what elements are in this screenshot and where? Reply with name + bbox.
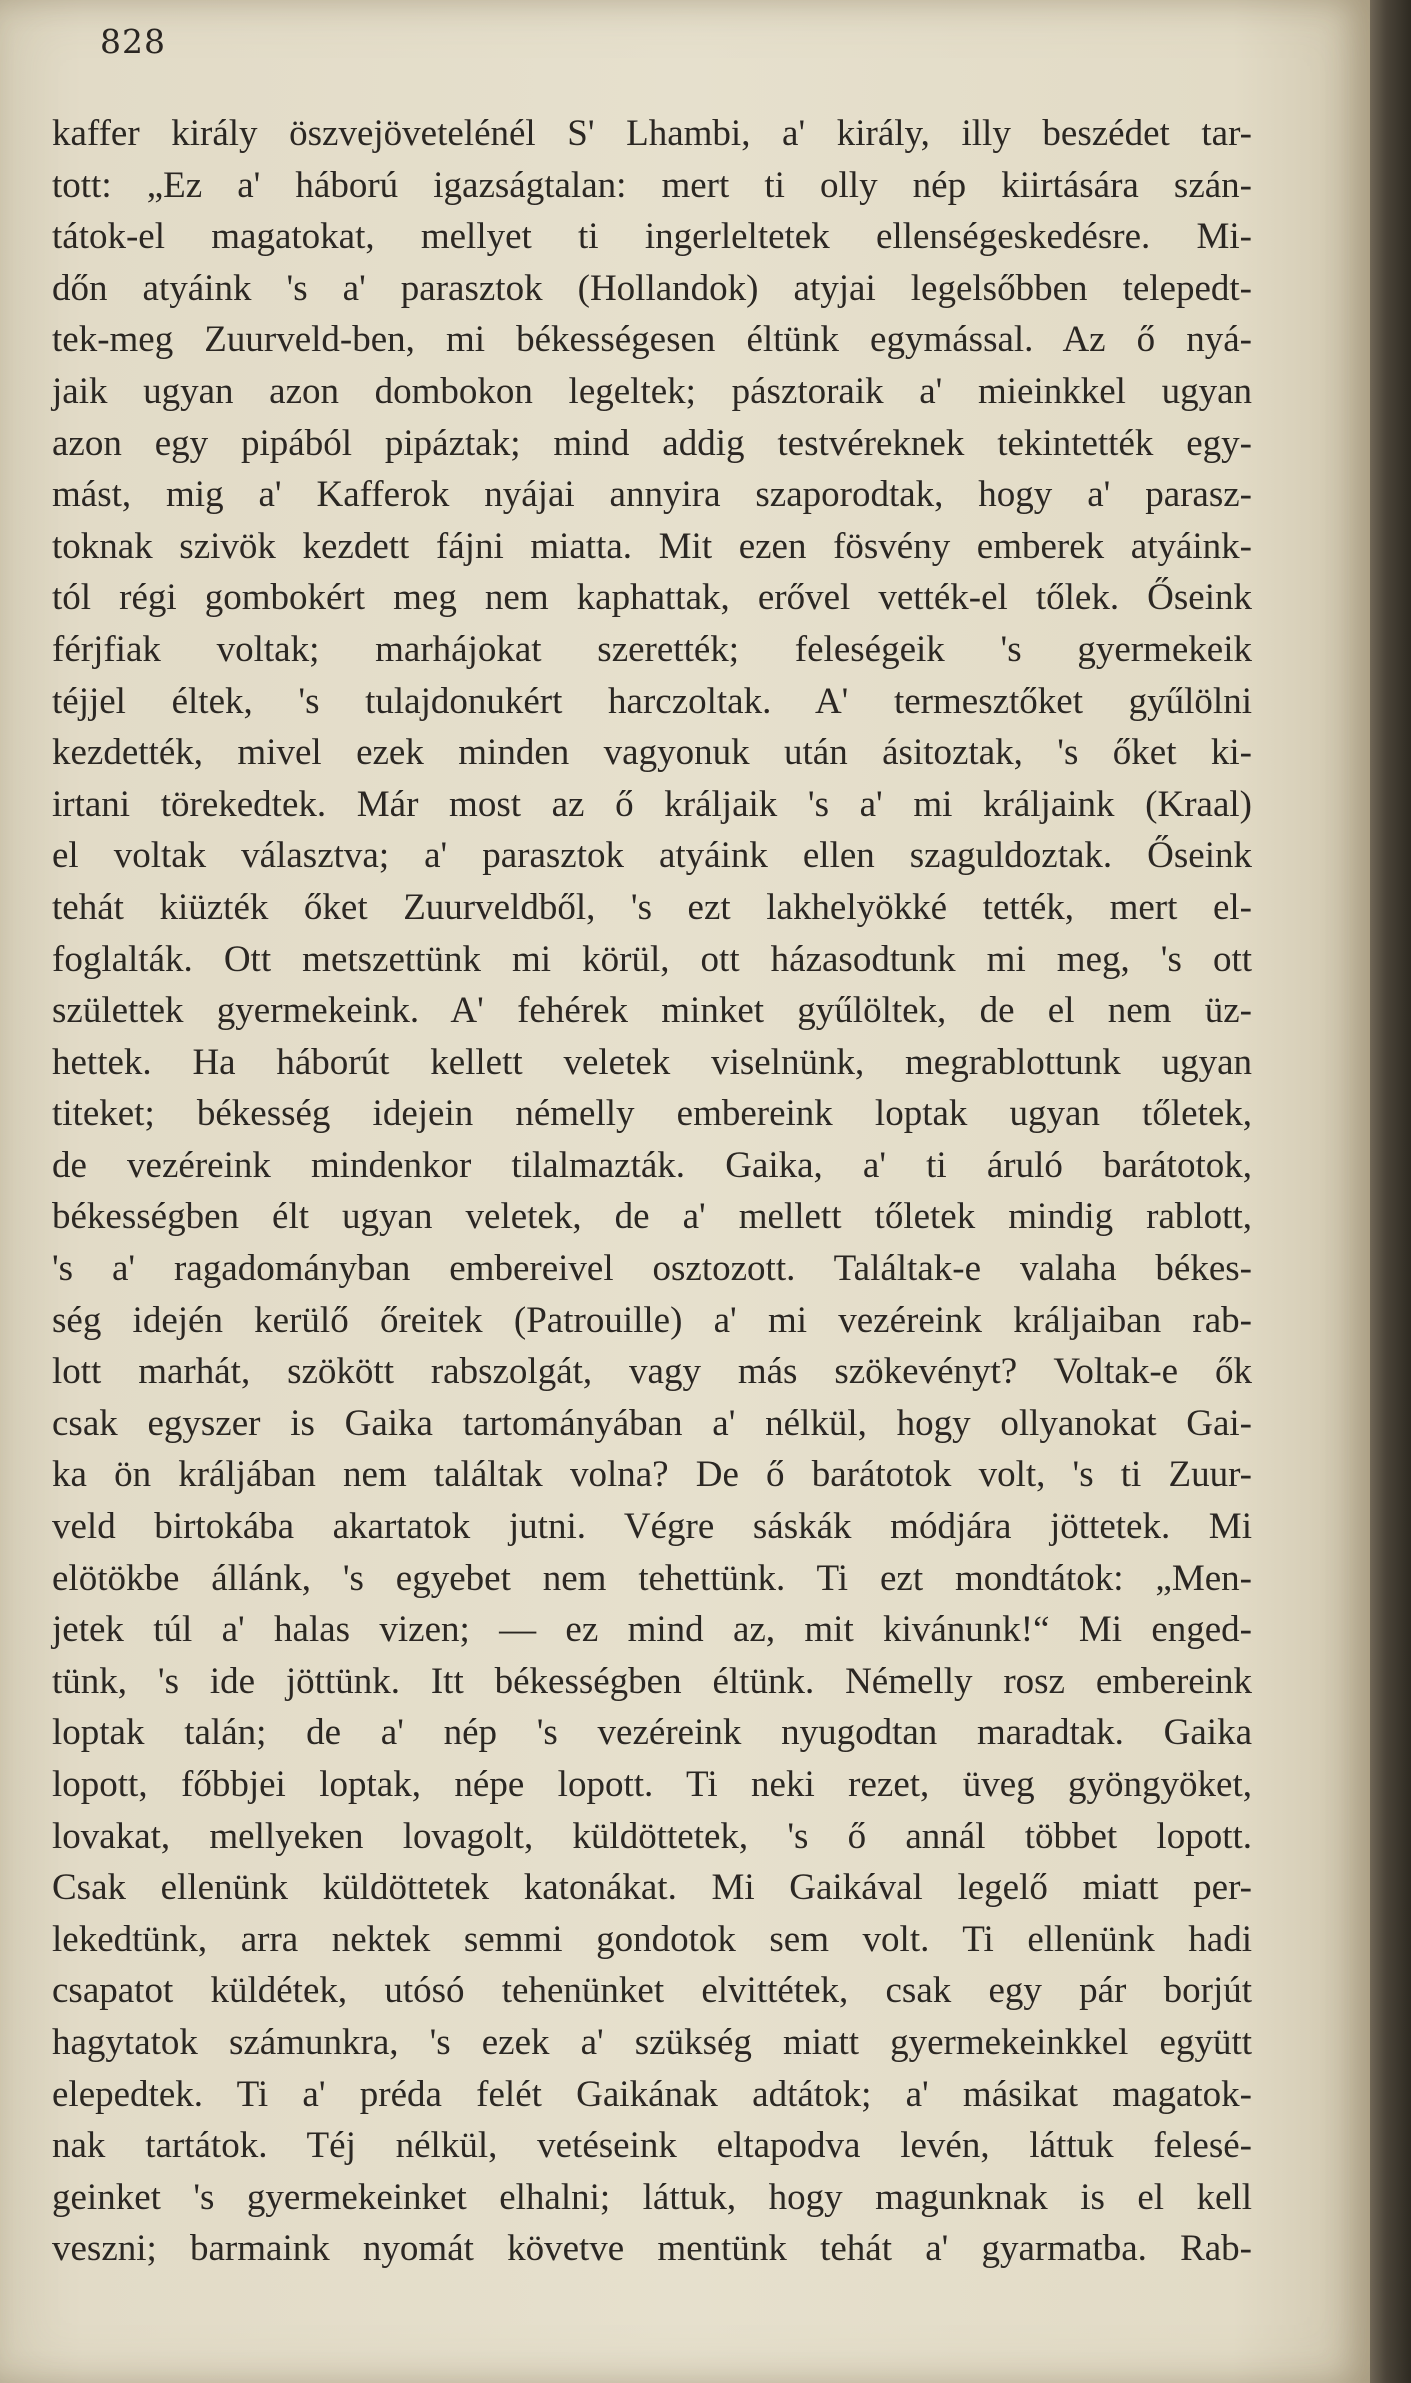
text-line: ség idején kerülő őreitek (Patrouille) a' mi vezéreink králjaiban rab- (52, 1299, 1252, 1341)
text-line: Csak ellenünk küldöttetek katonákat. Mi Gaikával legelő miatt per- (52, 1867, 1252, 1909)
text-line: lott marhát, szökött rabszolgát, vagy más szökevényt? Voltak-e ők (52, 1351, 1252, 1393)
text-line: jetek túl a' halas vizen; — ez mind az, mit kivánunk!“ Mi enged- (52, 1609, 1252, 1651)
text-line: el voltak választva; a' parasztok atyáink ellen szaguldoztak. Őseink (52, 835, 1252, 877)
text-line: titeket; békesség idejein némelly embereink loptak ugyan tőletek, (52, 1093, 1252, 1135)
text-line: dőn atyáink 's a' parasztok (Hollandok) atyjai legelsőbben telepedt- (52, 267, 1252, 309)
text-line: tünk, 's ide jöttünk. Itt békességben éltünk. Némelly rosz embereink (52, 1660, 1252, 1702)
text-line: tek-meg Zuurveld-ben, mi békességesen éltünk egymással. Az ő nyá- (52, 319, 1252, 361)
text-line: békességben élt ugyan veletek, de a' mellett tőletek mindig rablott, (52, 1196, 1252, 1238)
text-line: csak egyszer is Gaika tartományában a' nélkül, hogy ollyanokat Gai- (52, 1402, 1252, 1444)
text-line: irtani törekedtek. Már most az ő králjaik 's a' mi králjaink (Kraal) (52, 783, 1252, 825)
text-line: ka ön králjában nem találtak volna? De ő barátotok volt, 's ti Zuur- (52, 1454, 1252, 1496)
text-line: mást, mig a' Kafferok nyájai annyira szaporodtak, hogy a' parasz- (52, 474, 1252, 516)
text-line: csapatot küldétek, utósó tehenünket elvittétek, csak egy pár borjút (52, 1970, 1252, 2012)
text-line: tól régi gombokért meg nem kaphattak, erővel vették-el tőlek. Őseink (52, 577, 1252, 619)
text-line: nak tartátok. Téj nélkül, vetéseink eltapodva levén, láttuk felesé- (52, 2125, 1252, 2167)
text-line: 's a' ragadományban embereivel osztozott. Találtak-e valaha békes- (52, 1248, 1252, 1290)
text-line: de vezéreink mindenkor tilalmazták. Gaika, a' ti áruló barátotok, (52, 1144, 1252, 1186)
text-line: tott: „Ez a' háború igazságtalan: mert ti olly nép kiirtására szán- (52, 164, 1252, 206)
text-line: elötökbe állánk, 's egyebet nem tehettünk. Ti ezt mondtátok: „Men- (52, 1557, 1252, 1599)
text-line: veld birtokába akartatok jutni. Végre sáskák módjára jöttetek. Mi (52, 1506, 1252, 1548)
text-line: veszni; barmaink nyomát követve mentünk tehát a' gyarmatba. Rab- (52, 2228, 1252, 2270)
text-line: jaik ugyan azon dombokon legeltek; pásztoraik a' mieinkkel ugyan (52, 370, 1252, 412)
text-line: hettek. Ha háborút kellett veletek viselnünk, megrablottunk ugyan (52, 1041, 1252, 1083)
text-line: tehát kiüzték őket Zuurveldből, 's ezt lakhelyökké tették, mert el- (52, 886, 1252, 928)
text-line: foglalták. Ott metszettünk mi körül, ott házasodtunk mi meg, 's ott (52, 938, 1252, 980)
text-line: lovakat, mellyeken lovagolt, küldöttetek, 's ő annál többet lopott. (52, 1815, 1252, 1857)
text-line: téjjel éltek, 's tulajdonukért harczoltak. A' termesztőket gyűlölni (52, 680, 1252, 722)
text-line: tátok-el magatokat, mellyet ti ingerleltetek ellenségeskedésre. Mi- (52, 216, 1252, 258)
text-line: hagytatok számunkra, 's ezek a' szükség miatt gyermekeinkkel együtt (52, 2021, 1252, 2063)
text-line: kezdették, mivel ezek minden vagyonuk után ásitoztak, 's őket ki- (52, 732, 1252, 774)
page-number: 828 (100, 22, 166, 61)
text-line: születtek gyermekeink. A' fehérek minket gyűlöltek, de el nem üz- (52, 990, 1252, 1032)
text-line: lopott, főbbjei loptak, népe lopott. Ti neki rezet, üveg gyöngyöket, (52, 1764, 1252, 1805)
text-line: geinket 's gyermekeinket elhalni; láttuk, hogy magunknak is el kell (52, 2176, 1252, 2218)
text-line: férjfiak voltak; marhájokat szerették; feleségeik 's gyermekeik (52, 628, 1252, 670)
text-line: elepedtek. Ti a' préda felét Gaikának adtátok; a' másikat magatok- (52, 2073, 1252, 2115)
text-line: loptak talán; de a' nép 's vezéreink nyugodtan maradtak. Gaika (52, 1712, 1252, 1754)
text-line: lekedtünk, arra nektek semmi gondotok sem volt. Ti ellenünk hadi (52, 1918, 1252, 1960)
text-line: toknak szivök kezdett fájni miatta. Mit ezen fösvény emberek atyáink- (52, 525, 1252, 567)
page-edge-shadow (1370, 0, 1411, 2383)
text-line: azon egy pipából pipáztak; mind addig testvéreknek tekintették egy- (52, 422, 1252, 464)
body-text (52, 108, 1252, 2275)
text-line: kaffer király öszvejövetelénél S' Lhambi, a' király, illy beszédet tar- (52, 113, 1252, 154)
